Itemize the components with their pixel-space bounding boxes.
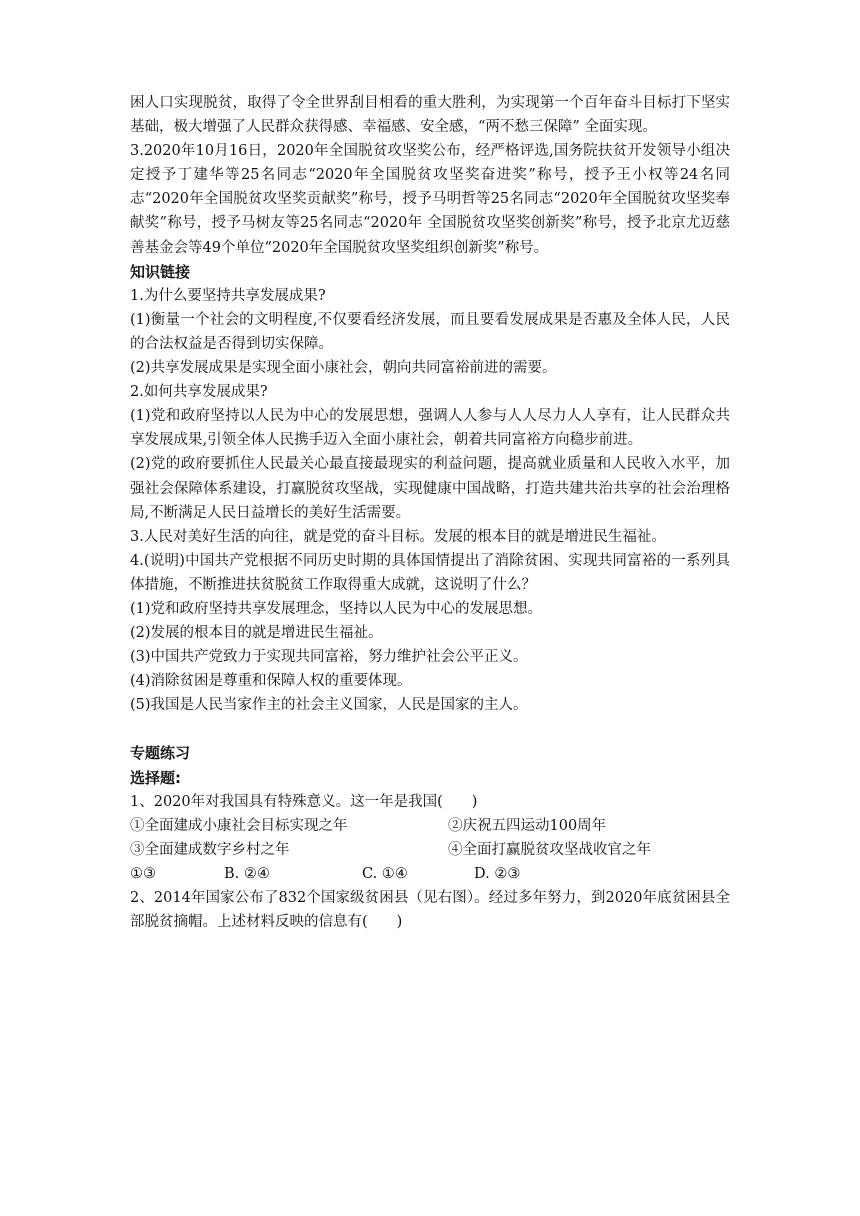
practice-heading: 专题练习 <box>130 744 191 763</box>
question-1-option-2: ②庆祝五四运动100周年 <box>448 817 607 834</box>
question-1-choice-a: ①③ <box>130 865 156 882</box>
knowledge-item-10: (2)发展的根本目的就是增进民生福祉。 <box>130 625 383 642</box>
question-1-choice-b: B. ②④ <box>224 865 270 882</box>
question-1-choice-d: D. ②③ <box>474 865 521 882</box>
knowledge-item-2: (1)衡量一个社会的文明程度,不仅要看经济发展，而且要看发展成果是否惠及全体人民，人民的合法权益是否得到切实保障。 <box>130 311 730 352</box>
question-1-options-row-1 <box>130 814 730 838</box>
question-1-options-row-2 <box>130 838 730 862</box>
knowledge-item-1: 1.为什么要坚持共享发展成果? <box>130 287 326 304</box>
question-2-stem: 2、2014年国家公布了832个国家级贫困县（见右图）。经过多年努力，到2020年底贫困县全部脱贫摘帽。上述材料反映的信息有( ) <box>130 890 730 931</box>
blank-line <box>130 717 730 741</box>
document-page <box>130 91 730 934</box>
knowledge-item-4: 2.如何共享发展成果? <box>130 384 268 401</box>
knowledge-item-5: (1)党和政府坚持以人民为中心的发展思想，强调人人参与人人尽力人人享有，让人民群众共享发展成果,引领全体人民携手迈入全面小康社会，朝着共同富裕方向稳步前进。 <box>130 408 730 449</box>
question-1-option-3: ③全面建成数字乡村之年 <box>130 841 290 858</box>
knowledge-item-8: 4.(说明)中国共产党根据不同历史时期的具体国情提出了消除贫困、实现共同富裕的一系列具体措施，不断推进扶贫脱贫工作取得重大成就，这说明了什么？ <box>130 552 730 593</box>
knowledge-item-11: (3)中国共产党致力于实现共同富裕，努力维护社会公平正义。 <box>130 649 528 666</box>
knowledge-item-12: (4)消除贫困是尊重和保障人权的重要体现。 <box>130 673 412 690</box>
choice-section-heading: 选择题: <box>130 768 181 787</box>
question-1-option-4: ④全面打赢脱贫攻坚战收官之年 <box>448 841 651 858</box>
intro-paragraph-1: 困人口实现脱贫，取得了令全世界刮目相看的重大胜利，为实现第一个百年奋斗目标打下坚实基础，极大增强了人民群众获得感、幸福感、安全感，“两不愁三保障” 全面实现。 <box>130 95 730 136</box>
knowledge-item-9: (1)党和政府坚持共享发展理念，坚持以人民为中心的发展思想。 <box>130 600 543 617</box>
knowledge-heading: 知识链接 <box>130 262 191 281</box>
question-1-stem: 1、2020年对我国具有特殊意义。这一年是我国( ) <box>130 793 478 810</box>
knowledge-item-3: (2)共享发展成果是实现全面小康社会，朝向共同富裕前进的需要。 <box>130 360 557 377</box>
knowledge-item-6: (2)党的政府要抓住人民最关心最直接最现实的利益问题，提高就业质量和人民收入水平，加强社会保障体系建设，打赢脱贫攻坚战，实现健康中国战略，打造共建共治共享的社会治理格局,不断满足人民日益增长的美好生活需要。 <box>130 456 730 521</box>
knowledge-item-13: (5)我国是人民当家作主的社会主义国家，人民是国家的主人。 <box>130 697 528 714</box>
question-1-choices <box>130 862 730 886</box>
knowledge-item-7: 3.人民对美好生活的向往，就是党的奋斗目标。发展的根本目的就是增进民生福祉。 <box>130 528 666 545</box>
intro-paragraph-2: 3.2020年10月16日，2020年全国脱贫攻坚奖公布，经严格评选,国务院扶贫开发领导小组决定授予丁建华等25名同志“2020年全国脱贫攻坚奖奋进奖”称号，授予王小权等24名同志“2020年全国脱贫攻坚奖贡献奖”称号，授予马明哲等25名同志“2020年全国脱贫攻坚奖奉献奖”称号，授予马树友等25名同志“2020年 全国脱贫攻坚奖创新奖”称号，授予北京尤迈慈善基金会等49个单位“2020年全国脱贫攻坚奖组织创新奖”称号。 <box>130 143 730 256</box>
question-1-choice-c: C. ①④ <box>362 865 408 882</box>
question-1-option-1: ①全面建成小康社会目标实现之年 <box>130 817 348 834</box>
